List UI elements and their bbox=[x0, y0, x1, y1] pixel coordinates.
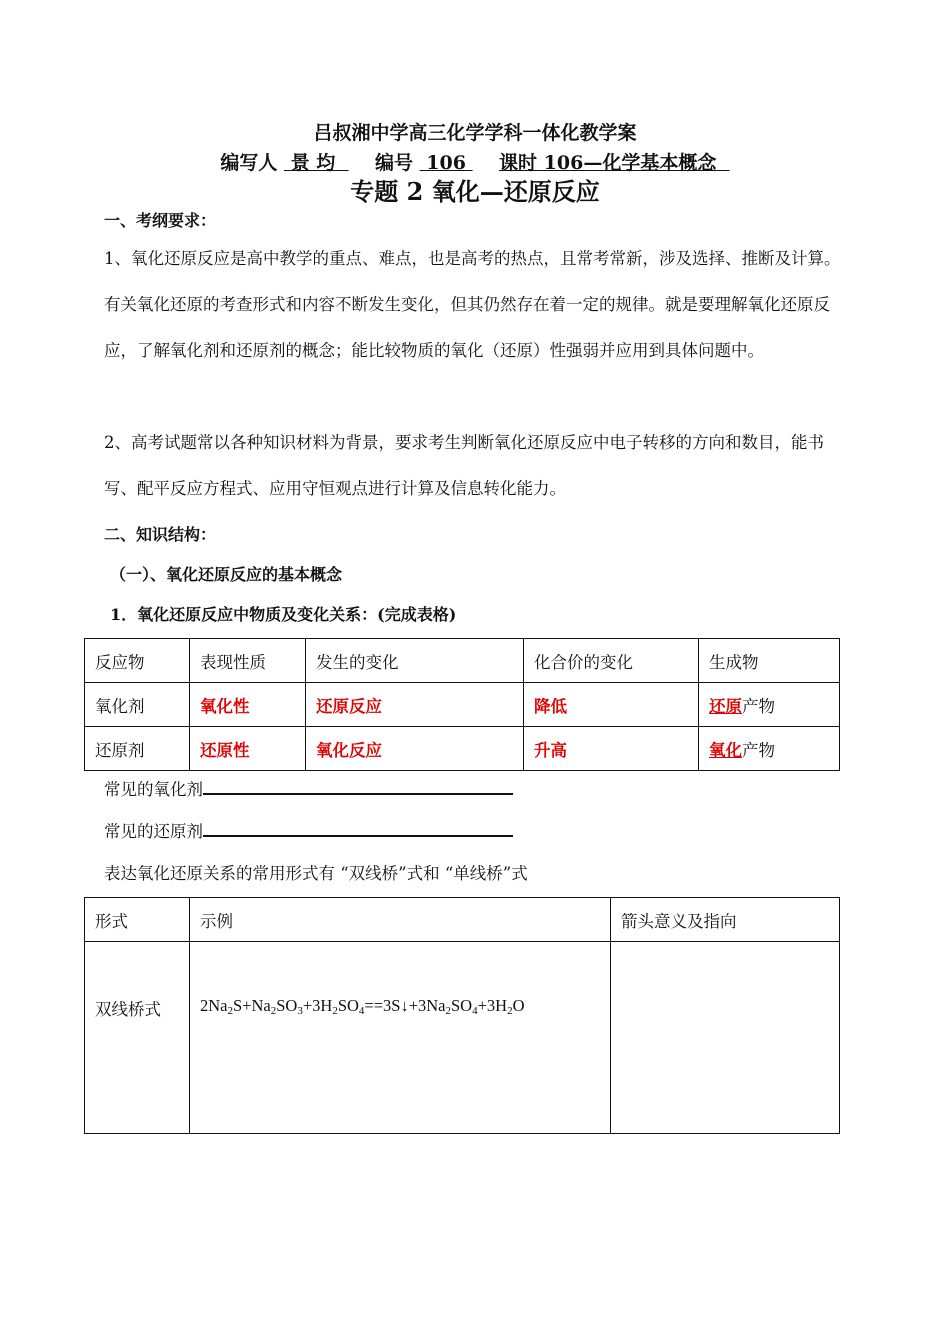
table-cell bbox=[699, 683, 840, 727]
table-header: 反应物 bbox=[85, 639, 190, 683]
table-cell: 双线桥式 bbox=[85, 942, 190, 1134]
table-cell-answer: 升高 bbox=[524, 727, 699, 771]
table-header-row bbox=[85, 898, 840, 942]
table-header: 形式 bbox=[85, 898, 190, 942]
relation-table bbox=[84, 638, 840, 771]
table-header: 箭头意义及指向 bbox=[611, 898, 840, 942]
cell-suffix: 产物 bbox=[742, 741, 775, 760]
topic-title: 专题 2 氧化—还原反应 bbox=[350, 177, 600, 206]
table-cell-answer: 还原性 bbox=[190, 727, 306, 771]
cell-suffix: 产物 bbox=[742, 697, 775, 716]
oxidant-fill-line bbox=[104, 776, 513, 800]
section-heading-knowledge: 二、知识结构： bbox=[104, 525, 217, 544]
table-cell-answer: 氧化性 bbox=[190, 683, 306, 727]
equation-cell: $2Na_2S+Na_2SO_3+3H_2SO_4==3S↓+3Na_2SO_4+3H_2O$ bbox=[190, 942, 611, 1134]
blank-line[interactable] bbox=[203, 779, 513, 795]
number-label: 编号 bbox=[375, 152, 414, 174]
blank-line[interactable] bbox=[203, 821, 513, 837]
table-cell-answer: 氧化反应 bbox=[306, 727, 524, 771]
paragraph-2: 2、高考试题常以各种知识材料为背景，要求考生判断氧化还原反应中电子转移的方向和数目，能书写、配平反应方程式、应用守恒观点进行计算及信息转化能力。 bbox=[104, 433, 824, 498]
sub-heading-basic-concepts: （一）、氧化还原反应的基本概念 bbox=[110, 565, 343, 584]
table-header: 生成物 bbox=[699, 639, 840, 683]
table-header: 发生的变化 bbox=[306, 639, 524, 683]
author-name: 景 均 bbox=[290, 152, 336, 174]
section-heading-requirements: 一、考纲要求： bbox=[104, 211, 217, 230]
table-row bbox=[85, 727, 840, 771]
lesson-info: 课时 106—化学基本概念 bbox=[499, 152, 717, 174]
table-header: 化合价的变化 bbox=[524, 639, 699, 683]
fill-label: 常见的氧化剂 bbox=[104, 780, 203, 799]
table-header: 示例 bbox=[190, 898, 611, 942]
table-cell: 氧化剂 bbox=[85, 683, 190, 727]
table-header-row bbox=[85, 639, 840, 683]
author-label: 编写人 bbox=[220, 152, 278, 174]
table-cell-answer: 降低 bbox=[524, 683, 699, 727]
answer-fill: 还原 bbox=[709, 697, 742, 716]
forms-table bbox=[84, 897, 840, 1134]
paragraph-1: 1、氧化还原反应是高中教学的重点、难点，也是高考的热点，且常考常新，涉及选择、推断及计算。有关氧化还原的考查形式和内容不断发生变化，但其仍然存在着一定的规律。就是要理解氧化还原反应，了解氧化剂和还原剂的概念；能比较物质的氧化（还原）性强弱并应用到具体问题中。 bbox=[104, 249, 841, 360]
number-value: 106 bbox=[426, 152, 466, 174]
fill-label: 常见的还原剂 bbox=[104, 822, 203, 841]
meta-line bbox=[0, 148, 950, 175]
reductant-fill-line bbox=[104, 818, 513, 842]
table-cell: 还原剂 bbox=[85, 727, 190, 771]
table-cell-empty[interactable] bbox=[611, 942, 840, 1134]
table-header: 表现性质 bbox=[190, 639, 306, 683]
item-1-heading: 1．氧化还原反应中物质及变化关系：(完成表格) bbox=[110, 605, 457, 624]
table-cell bbox=[699, 727, 840, 771]
answer-fill: 氧化 bbox=[709, 741, 742, 760]
table-row bbox=[85, 942, 840, 1134]
school-title: 吕叔湘中学高三化学学科一体化教学案 bbox=[313, 122, 637, 144]
forms-intro: 表达氧化还原关系的常用形式有 “双线桥”式和 “单线桥”式 bbox=[104, 864, 528, 883]
table-row bbox=[85, 683, 840, 727]
table-cell-answer: 还原反应 bbox=[306, 683, 524, 727]
